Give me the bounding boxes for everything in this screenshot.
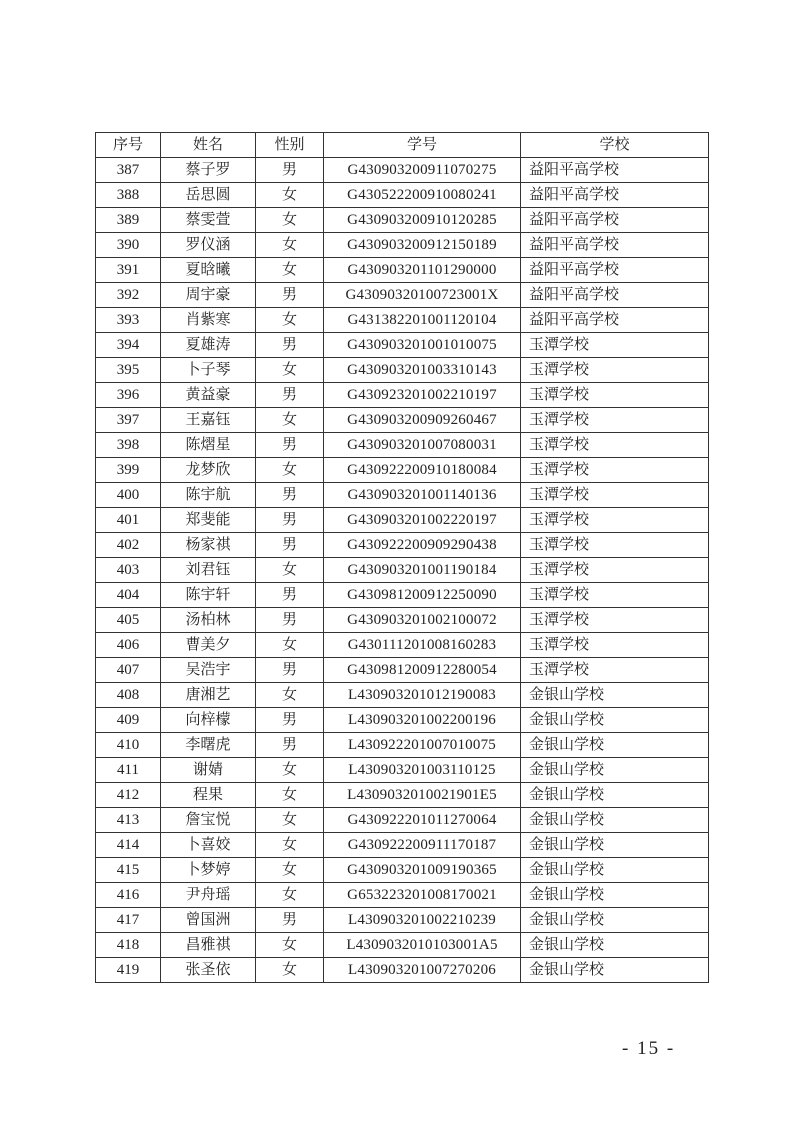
cell-index: 390 — [96, 233, 161, 258]
cell-school: 金银山学校 — [521, 833, 709, 858]
cell-gender: 男 — [256, 908, 324, 933]
cell-index: 392 — [96, 283, 161, 308]
cell-name: 杨家祺 — [161, 533, 256, 558]
cell-school: 益阳平高学校 — [521, 283, 709, 308]
cell-school: 金银山学校 — [521, 808, 709, 833]
table-row — [96, 583, 709, 608]
cell-index: 409 — [96, 708, 161, 733]
cell-index: 408 — [96, 683, 161, 708]
table-row — [96, 533, 709, 558]
cell-name: 尹舟瑶 — [161, 883, 256, 908]
cell-student-id: L430922201007010075 — [324, 733, 521, 758]
cell-school: 金银山学校 — [521, 758, 709, 783]
cell-student-id: G430903201001010075 — [324, 333, 521, 358]
cell-school: 玉潭学校 — [521, 358, 709, 383]
cell-student-id: L430903201002200196 — [324, 708, 521, 733]
cell-school: 益阳平高学校 — [521, 208, 709, 233]
student-list-table — [95, 132, 709, 983]
cell-student-id: G430903200912150189 — [324, 233, 521, 258]
cell-gender: 女 — [256, 783, 324, 808]
header-school: 学校 — [521, 133, 709, 158]
cell-student-id: G430981200912250090 — [324, 583, 521, 608]
cell-name: 龙梦欣 — [161, 458, 256, 483]
cell-student-id: G430903201002220197 — [324, 508, 521, 533]
table-row — [96, 433, 709, 458]
cell-student-id: G430903200909260467 — [324, 408, 521, 433]
cell-gender: 男 — [256, 658, 324, 683]
cell-index: 389 — [96, 208, 161, 233]
cell-name: 昌雅祺 — [161, 933, 256, 958]
cell-student-id: G43090320100723001X — [324, 283, 521, 308]
cell-name: 卜梦婷 — [161, 858, 256, 883]
cell-name: 夏雄涛 — [161, 333, 256, 358]
cell-gender: 男 — [256, 433, 324, 458]
table-body — [96, 158, 709, 983]
table-row — [96, 733, 709, 758]
cell-index: 414 — [96, 833, 161, 858]
cell-gender: 男 — [256, 608, 324, 633]
cell-index: 413 — [96, 808, 161, 833]
cell-student-id: G653223201008170021 — [324, 883, 521, 908]
cell-gender: 女 — [256, 358, 324, 383]
cell-student-id: L430903201002210239 — [324, 908, 521, 933]
cell-gender: 女 — [256, 858, 324, 883]
cell-name: 陈熠星 — [161, 433, 256, 458]
cell-student-id: G430903200911070275 — [324, 158, 521, 183]
cell-gender: 男 — [256, 508, 324, 533]
cell-gender: 女 — [256, 833, 324, 858]
cell-index: 411 — [96, 758, 161, 783]
cell-name: 周宇豪 — [161, 283, 256, 308]
table-row — [96, 333, 709, 358]
cell-name: 王嘉钰 — [161, 408, 256, 433]
header-student-id: 学号 — [324, 133, 521, 158]
cell-name: 唐湘艺 — [161, 683, 256, 708]
cell-gender: 男 — [256, 483, 324, 508]
cell-gender: 女 — [256, 683, 324, 708]
cell-index: 398 — [96, 433, 161, 458]
cell-index: 394 — [96, 333, 161, 358]
cell-school: 益阳平高学校 — [521, 158, 709, 183]
cell-gender: 女 — [256, 183, 324, 208]
cell-school: 玉潭学校 — [521, 483, 709, 508]
header-name: 姓名 — [161, 133, 256, 158]
cell-name: 卜喜姣 — [161, 833, 256, 858]
cell-name: 程果 — [161, 783, 256, 808]
cell-index: 418 — [96, 933, 161, 958]
cell-index: 397 — [96, 408, 161, 433]
cell-school: 金银山学校 — [521, 683, 709, 708]
cell-name: 曾国洲 — [161, 908, 256, 933]
table-row — [96, 158, 709, 183]
cell-gender: 男 — [256, 333, 324, 358]
table-row — [96, 183, 709, 208]
cell-school: 玉潭学校 — [521, 433, 709, 458]
table-row — [96, 783, 709, 808]
cell-index: 388 — [96, 183, 161, 208]
table-row — [96, 933, 709, 958]
cell-name: 岳思圆 — [161, 183, 256, 208]
cell-gender: 女 — [256, 208, 324, 233]
table-row — [96, 558, 709, 583]
cell-name: 张圣依 — [161, 958, 256, 983]
table-row — [96, 908, 709, 933]
cell-school: 玉潭学校 — [521, 633, 709, 658]
cell-index: 396 — [96, 383, 161, 408]
cell-student-id: G431382201001120104 — [324, 308, 521, 333]
cell-student-id: G430903201003310143 — [324, 358, 521, 383]
cell-student-id: G430903201002100072 — [324, 608, 521, 633]
cell-index: 391 — [96, 258, 161, 283]
cell-name: 刘君钰 — [161, 558, 256, 583]
cell-index: 387 — [96, 158, 161, 183]
cell-student-id: G430922200910180084 — [324, 458, 521, 483]
cell-school: 玉潭学校 — [521, 533, 709, 558]
table-row — [96, 408, 709, 433]
table-row — [96, 833, 709, 858]
cell-student-id: L4309032010103001A5 — [324, 933, 521, 958]
cell-gender: 女 — [256, 808, 324, 833]
cell-gender: 女 — [256, 958, 324, 983]
table-row — [96, 808, 709, 833]
cell-gender: 女 — [256, 458, 324, 483]
cell-index: 400 — [96, 483, 161, 508]
cell-student-id: L430903201007270206 — [324, 958, 521, 983]
cell-student-id: G430981200912280054 — [324, 658, 521, 683]
cell-name: 夏晗曦 — [161, 258, 256, 283]
cell-index: 403 — [96, 558, 161, 583]
cell-index: 410 — [96, 733, 161, 758]
cell-gender: 女 — [256, 558, 324, 583]
cell-gender: 女 — [256, 758, 324, 783]
cell-school: 金银山学校 — [521, 858, 709, 883]
cell-index: 402 — [96, 533, 161, 558]
header-index: 序号 — [96, 133, 161, 158]
cell-index: 395 — [96, 358, 161, 383]
cell-student-id: G430903201007080031 — [324, 433, 521, 458]
cell-school: 玉潭学校 — [521, 658, 709, 683]
cell-student-id: G430903201101290000 — [324, 258, 521, 283]
cell-school: 玉潭学校 — [521, 408, 709, 433]
table-row — [96, 483, 709, 508]
cell-name: 陈宇航 — [161, 483, 256, 508]
header-gender: 性别 — [256, 133, 324, 158]
cell-name: 蔡子罗 — [161, 158, 256, 183]
cell-school: 金银山学校 — [521, 733, 709, 758]
cell-student-id: G430922200911170187 — [324, 833, 521, 858]
cell-gender: 男 — [256, 283, 324, 308]
cell-index: 412 — [96, 783, 161, 808]
cell-name: 郑斐能 — [161, 508, 256, 533]
cell-student-id: G430522200910080241 — [324, 183, 521, 208]
cell-gender: 男 — [256, 158, 324, 183]
table-row — [96, 683, 709, 708]
cell-index: 415 — [96, 858, 161, 883]
cell-name: 曹美夕 — [161, 633, 256, 658]
table-row — [96, 658, 709, 683]
table-row — [96, 383, 709, 408]
cell-index: 406 — [96, 633, 161, 658]
cell-index: 399 — [96, 458, 161, 483]
cell-school: 金银山学校 — [521, 958, 709, 983]
table-row — [96, 358, 709, 383]
cell-gender: 女 — [256, 308, 324, 333]
cell-student-id: G430922201011270064 — [324, 808, 521, 833]
cell-index: 405 — [96, 608, 161, 633]
table-row — [96, 258, 709, 283]
cell-gender: 男 — [256, 733, 324, 758]
cell-student-id: L4309032010021901E5 — [324, 783, 521, 808]
table-row — [96, 608, 709, 633]
cell-school: 玉潭学校 — [521, 383, 709, 408]
cell-school: 玉潭学校 — [521, 508, 709, 533]
cell-student-id: G430903201001140136 — [324, 483, 521, 508]
cell-gender: 女 — [256, 258, 324, 283]
cell-name: 李曙虎 — [161, 733, 256, 758]
cell-index: 404 — [96, 583, 161, 608]
cell-school: 金银山学校 — [521, 908, 709, 933]
cell-name: 陈宇轩 — [161, 583, 256, 608]
cell-gender: 女 — [256, 233, 324, 258]
cell-index: 416 — [96, 883, 161, 908]
cell-student-id: L430903201012190083 — [324, 683, 521, 708]
cell-student-id: G430903201009190365 — [324, 858, 521, 883]
cell-name: 罗仪涵 — [161, 233, 256, 258]
cell-school: 金银山学校 — [521, 883, 709, 908]
table-row — [96, 708, 709, 733]
table-row — [96, 233, 709, 258]
cell-gender: 男 — [256, 708, 324, 733]
cell-school: 益阳平高学校 — [521, 183, 709, 208]
cell-index: 417 — [96, 908, 161, 933]
table-row — [96, 758, 709, 783]
cell-name: 吴浩宇 — [161, 658, 256, 683]
cell-school: 益阳平高学校 — [521, 308, 709, 333]
cell-name: 肖紫寒 — [161, 308, 256, 333]
table-header-row — [96, 133, 709, 158]
cell-school: 金银山学校 — [521, 708, 709, 733]
table-row — [96, 308, 709, 333]
cell-school: 金银山学校 — [521, 783, 709, 808]
cell-student-id: G430903201001190184 — [324, 558, 521, 583]
table-row — [96, 958, 709, 983]
cell-index: 407 — [96, 658, 161, 683]
cell-gender: 女 — [256, 633, 324, 658]
cell-gender: 男 — [256, 533, 324, 558]
cell-school: 玉潭学校 — [521, 583, 709, 608]
cell-school: 玉潭学校 — [521, 558, 709, 583]
table-row — [96, 458, 709, 483]
cell-index: 419 — [96, 958, 161, 983]
cell-student-id: G430923201002210197 — [324, 383, 521, 408]
cell-gender: 女 — [256, 408, 324, 433]
table-row — [96, 283, 709, 308]
table-row — [96, 508, 709, 533]
cell-name: 谢婧 — [161, 758, 256, 783]
cell-school: 益阳平高学校 — [521, 233, 709, 258]
cell-school: 金银山学校 — [521, 933, 709, 958]
cell-student-id: G430111201008160283 — [324, 633, 521, 658]
table-row — [96, 883, 709, 908]
cell-gender: 男 — [256, 383, 324, 408]
table-row — [96, 858, 709, 883]
cell-index: 393 — [96, 308, 161, 333]
cell-school: 益阳平高学校 — [521, 258, 709, 283]
cell-gender: 女 — [256, 883, 324, 908]
cell-index: 401 — [96, 508, 161, 533]
cell-student-id: G430922200909290438 — [324, 533, 521, 558]
cell-gender: 男 — [256, 583, 324, 608]
cell-name: 詹宝悦 — [161, 808, 256, 833]
cell-school: 玉潭学校 — [521, 458, 709, 483]
cell-school: 玉潭学校 — [521, 608, 709, 633]
cell-gender: 女 — [256, 933, 324, 958]
table-row — [96, 208, 709, 233]
cell-name: 向梓檬 — [161, 708, 256, 733]
page-number: - 15 - — [622, 1038, 676, 1059]
cell-name: 蔡雯萱 — [161, 208, 256, 233]
cell-name: 卜子琴 — [161, 358, 256, 383]
cell-name: 汤柏林 — [161, 608, 256, 633]
cell-school: 玉潭学校 — [521, 333, 709, 358]
cell-student-id: L430903201003110125 — [324, 758, 521, 783]
cell-student-id: G430903200910120285 — [324, 208, 521, 233]
cell-name: 黄益豪 — [161, 383, 256, 408]
table-row — [96, 633, 709, 658]
